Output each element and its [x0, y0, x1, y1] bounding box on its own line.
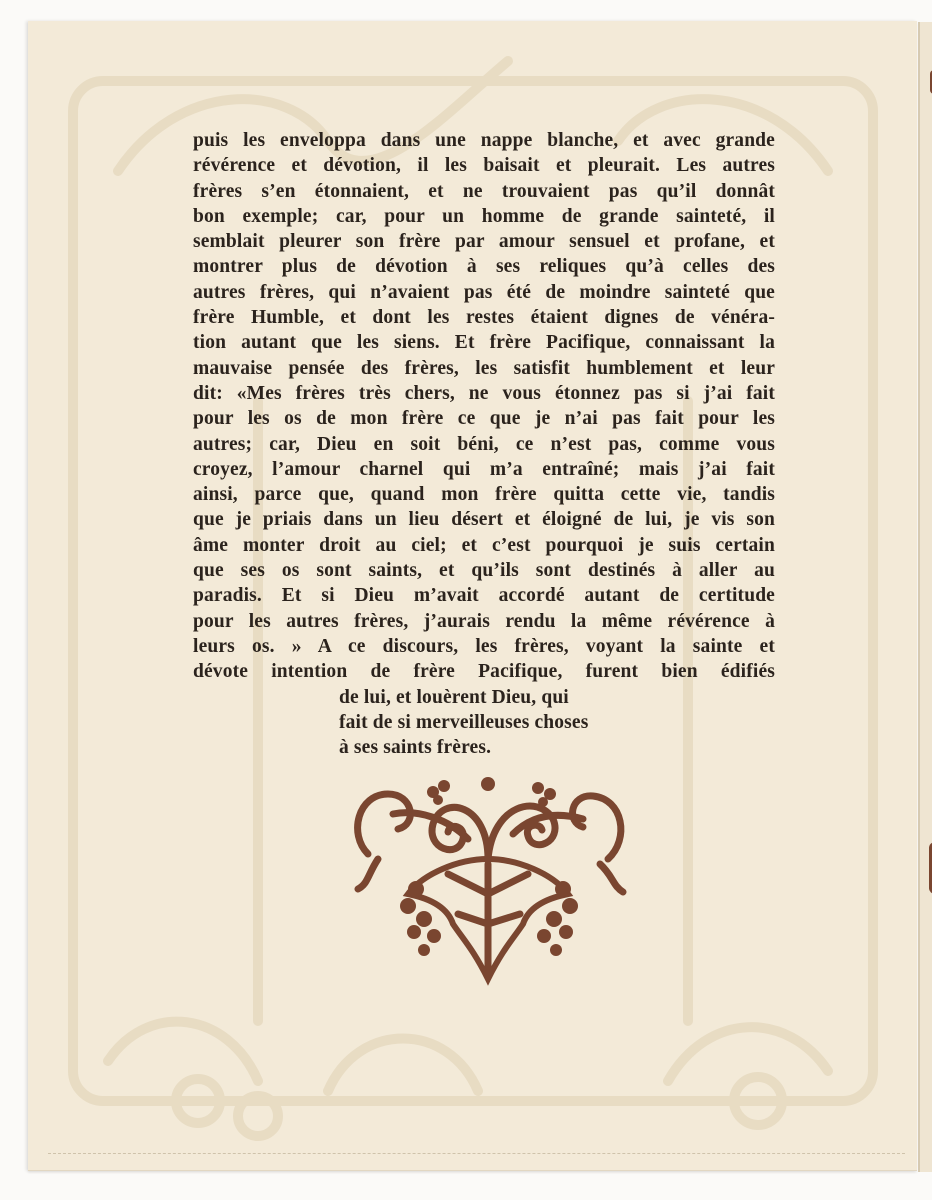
text-line: que je priais dans un lieu désert et éloigné de lui, je vis son [193, 509, 775, 531]
text-line: mauvaise pensée des frères, les satisfit humblement et leur [193, 357, 775, 379]
text-line: bon exemple; car, pour un homme de grande sainteté, il [193, 205, 775, 227]
text-line: puis les enveloppa dans une nappe blanche, et avec grande [193, 130, 775, 151]
text-line: frères s’en étonnaient, et ne trouvaient pas qu’il donnât [193, 180, 775, 202]
text-line: semblait pleurer son frère par amour sensuel et profane, et [193, 231, 775, 253]
text-line: tion autant que les siens. Et frère Pacifique, connaissant la [193, 332, 775, 354]
text-line: dit: «Mes frères très chers, ne vous étonnez pas si j’ai fait [193, 382, 775, 404]
deckled-bottom-edge [48, 1147, 905, 1154]
text-line: que ses os sont saints, et qu’ils sont destinés à aller au [193, 560, 775, 582]
text-line: leurs os. » A ce discours, les frères, voyant la sainte et [193, 635, 775, 657]
grapevine-ornament-icon [338, 764, 638, 994]
text-line: frère Humble, et dont les restes étaient dignes de vénéra- [193, 307, 775, 329]
body-text [193, 128, 775, 760]
tail-line: fait de si merveilleuses choses [339, 711, 589, 733]
text-line: révérence et dévotion, il les baisait et pleurait. Les autres [193, 155, 775, 177]
text-line: paradis. Et si Dieu m’avait accordé autant de certitude [193, 585, 775, 607]
text-line: autres; car, Dieu en soit béni, ce n’est pas, comme vous [193, 433, 775, 455]
text-line: pour les os de mon frère ce que je n’ai pas fait pour les [193, 408, 775, 430]
text-line: montrer plus de dévotion à ses reliques qu’à celles des [193, 256, 775, 278]
text-line: âme monter droit au ciel; et c’est pourquoi je suis certain [193, 534, 775, 556]
tail-line: de lui, et louèrent Dieu, qui [339, 686, 569, 708]
facing-page-edge [918, 22, 932, 1172]
text-line: pour les autres frères, j’aurais rendu la même révérence à [193, 610, 775, 632]
text-line: croyez, l’amour charnel qui m’a entraîné; mais j’ai fait [193, 458, 775, 480]
text-line: autres frères, qui n’avaient pas été de moindre sainteté que [193, 281, 775, 303]
tail-line: à ses saints frères. [339, 737, 492, 759]
text-line: dévote intention de frère Pacifique, furent bien édifiés [193, 661, 775, 683]
text-line: ainsi, parce que, quand mon frère quitta cette vie, tandis [193, 484, 775, 506]
